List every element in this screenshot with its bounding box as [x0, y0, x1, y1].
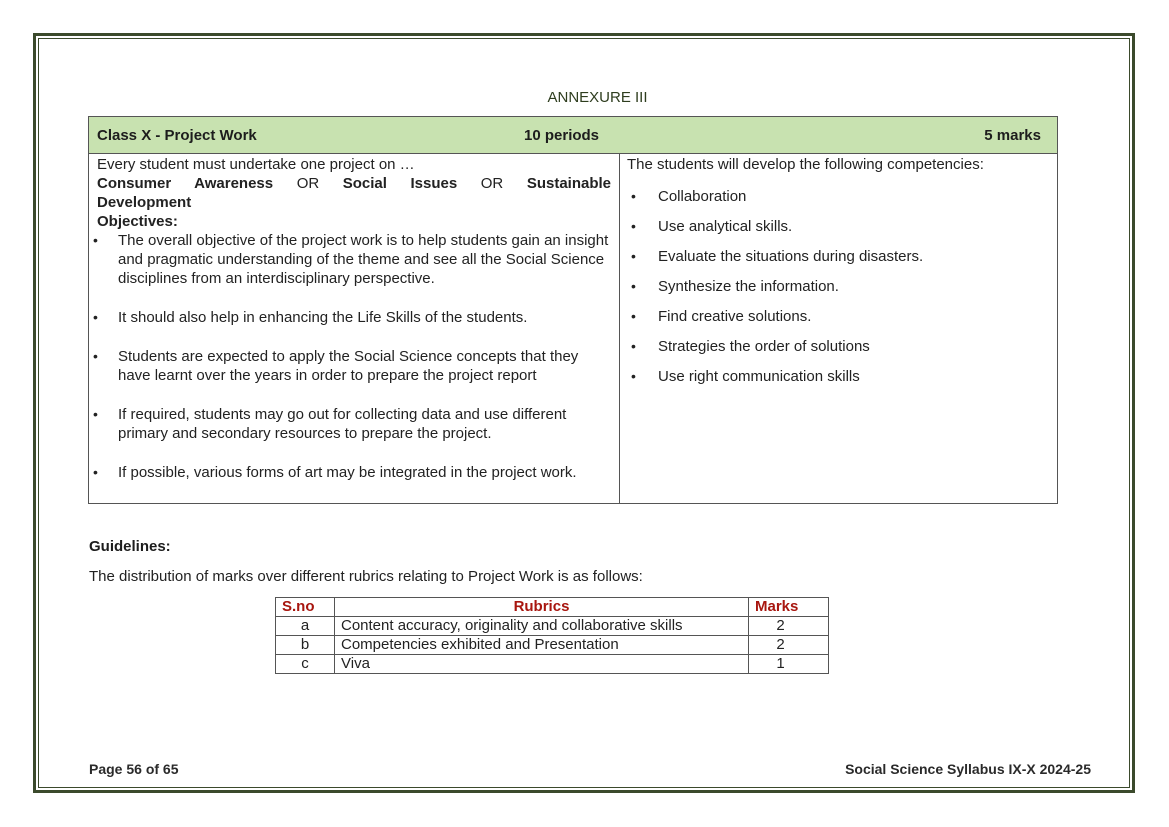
competencies-list	[627, 187, 1051, 397]
rubrics-table	[275, 597, 829, 674]
competency-item: • Use analytical skills.	[631, 218, 793, 235]
cell-rubric: Content accuracy, originality and collaborative skills	[335, 617, 749, 636]
table-header-row	[276, 598, 829, 617]
bullet-icon: •	[631, 368, 636, 384]
header-marks: Marks	[749, 598, 829, 617]
header-sno: S.no	[276, 598, 335, 617]
project-marks: 5 marks	[984, 127, 1041, 144]
or-separator: OR	[480, 175, 504, 192]
distribution-text: The distribution of marks over different rubrics relating to Project Work is as follows:	[89, 568, 643, 585]
objective-item: • The overall objective of the project work is to help students gain an insight and pragmatic understanding of the theme and see all the Social Science disciplines from an interdisciplinary perspective.	[93, 232, 609, 287]
competency-item: • Use right communication skills	[631, 368, 860, 385]
bullet-icon: •	[93, 406, 98, 422]
cell-rubric: Viva	[335, 655, 749, 674]
bullet-icon: •	[631, 248, 636, 264]
annexure-title: ANNEXURE III	[547, 89, 648, 106]
spacer	[97, 385, 611, 405]
project-header-row	[89, 117, 1057, 154]
spacer	[97, 327, 611, 347]
bullet-icon: •	[631, 188, 636, 204]
competencies-intro: The students will develop the following competencies:	[627, 156, 984, 173]
bullet-icon: •	[631, 308, 636, 324]
objective-item: • Students are expected to apply the Social Science concepts that they have learnt over the years in order to prepare the project report	[93, 348, 579, 384]
objective-item: • If possible, various forms of art may be integrated in the project work.	[93, 464, 577, 481]
spacer	[97, 443, 611, 463]
bullet-icon: •	[93, 348, 98, 364]
cell-sno: c	[276, 655, 335, 674]
cell-marks: 1	[749, 655, 829, 674]
topic-sustainable: Sustainable	[526, 175, 612, 192]
bullet-icon: •	[93, 464, 98, 480]
spacer	[97, 288, 611, 308]
cell-sno: a	[276, 617, 335, 636]
guidelines-heading: Guidelines:	[89, 538, 171, 555]
bullet-icon: •	[631, 278, 636, 294]
header-rubrics: Rubrics	[335, 598, 749, 617]
objectives-list	[93, 231, 611, 482]
page-number: Page 56 of 65	[89, 761, 179, 777]
competency-item: • Evaluate the situations during disasters.	[631, 248, 924, 265]
document-title: Social Science Syllabus IX-X 2024-25	[845, 761, 1091, 777]
project-topics-line	[97, 174, 611, 193]
topic-social-issues: Social Issues	[342, 175, 458, 192]
competency-item: • Collaboration	[631, 188, 747, 205]
bullet-icon: •	[93, 232, 98, 248]
cell-marks: 2	[749, 636, 829, 655]
or-separator: OR	[296, 175, 320, 192]
cell-sno: b	[276, 636, 335, 655]
objective-item: • If required, students may go out for collecting data and use different primary and secondary resources to prepare the project.	[93, 406, 567, 442]
table-row	[276, 636, 829, 655]
project-periods: 10 periods	[524, 127, 600, 144]
project-intro: Every student must undertake one project on …	[97, 156, 415, 173]
cell-marks: 2	[749, 617, 829, 636]
competency-item: • Synthesize the information.	[631, 278, 839, 295]
objectives-column	[89, 153, 620, 503]
competencies-column	[620, 153, 1057, 503]
project-work-table	[88, 116, 1058, 504]
project-title: Class X - Project Work	[97, 127, 257, 144]
competency-item: • Strategies the order of solutions	[631, 338, 870, 355]
topic-development: Development	[97, 194, 192, 211]
competency-item: • Find creative solutions.	[631, 308, 812, 325]
topic-consumer-awareness: Consumer Awareness	[97, 175, 274, 192]
cell-rubric: Competencies exhibited and Presentation	[335, 636, 749, 655]
bullet-icon: •	[93, 309, 98, 325]
table-row	[276, 655, 829, 674]
bullet-icon: •	[631, 218, 636, 234]
table-row	[276, 617, 829, 636]
bullet-icon: •	[631, 338, 636, 354]
objectives-heading: Objectives:	[97, 213, 178, 230]
objective-item: • It should also help in enhancing the Life Skills of the students.	[93, 309, 528, 326]
